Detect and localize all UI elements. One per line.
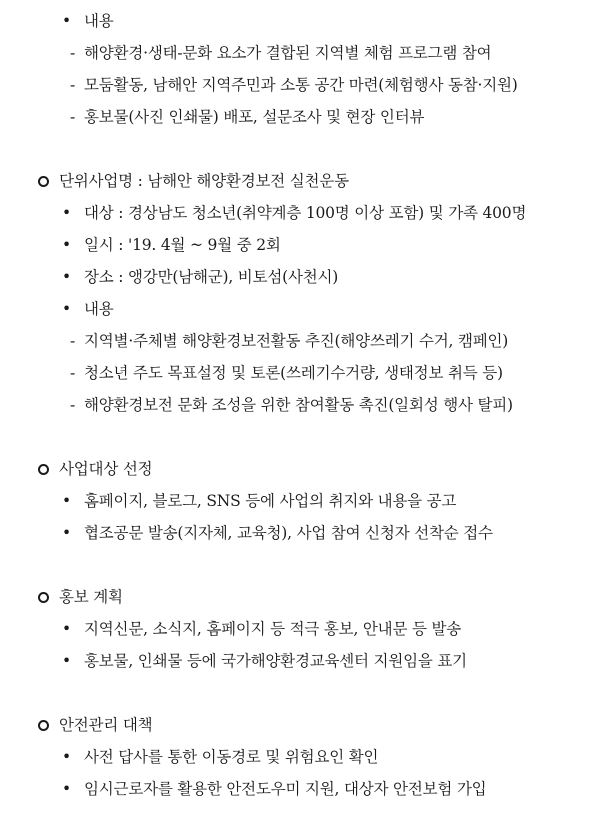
bullet-item: • 협조공문 발송(지자체, 교육청), 사업 참여 신청자 선착순 접수 xyxy=(62,523,493,543)
bullet-content-label: • 내용 xyxy=(62,11,114,31)
section-heading-promo xyxy=(38,587,123,607)
content-item: - 지역별·주체별 해양환경보전활동 추진(해양쓰레기 수거, 캠페인) xyxy=(70,331,508,351)
content-item: - 모둠활동, 남해안 지역주민과 소통 공간 마련(체험행사 동참·지원) xyxy=(70,75,518,95)
content-item: - 홍보물(사진 인쇄물) 배포, 설문조사 및 현장 인터뷰 xyxy=(70,107,424,127)
section-heading-safety xyxy=(38,715,152,735)
bullet-content-label: • 내용 xyxy=(62,299,114,319)
circle-bullet-icon xyxy=(38,464,49,475)
circle-bullet-icon xyxy=(38,592,49,603)
circle-bullet-icon xyxy=(38,176,49,187)
bullet-item: • 지역신문, 소식지, 홈페이지 등 적극 홍보, 안내문 등 발송 xyxy=(62,619,461,639)
section-heading-selection xyxy=(38,459,152,479)
bullet-place: • 장소 : 앵강만(남해군), 비토섬(사천시) xyxy=(62,267,338,287)
bullet-item: • 홈페이지, 블로그, SNS 등에 사업의 취지와 내용을 공고 xyxy=(62,491,456,511)
content-item: - 청소년 주도 목표설정 및 토론(쓰레기수거량, 생태정보 취득 등) xyxy=(70,363,503,383)
content-item: - 해양환경·생태-문화 요소가 결합된 지역별 체험 프로그램 참여 xyxy=(70,43,491,63)
bullet-item: • 홍보물, 인쇄물 등에 국가해양환경교육센터 지원임을 표기 xyxy=(62,651,467,671)
content-item: - 해양환경보전 문화 조성을 위한 참여활동 촉진(일회성 행사 탈피) xyxy=(70,395,513,415)
bullet-date: • 일시 : '19. 4월 ~ 9월 중 2회 xyxy=(62,235,281,255)
heading-text: 안전관리 대책 xyxy=(59,716,153,734)
heading-text: 단위사업명 : 남해안 해양환경보전 실천운동 xyxy=(59,172,349,190)
circle-bullet-icon xyxy=(38,720,49,731)
section-heading-unit xyxy=(38,171,349,191)
bullet-target: • 대상 : 경상남도 청소년(취약계층 100명 이상 포함) 및 가족 400명 xyxy=(62,203,526,223)
heading-text: 홍보 계획 xyxy=(59,588,123,606)
bullet-item: • 임시근로자를 활용한 안전도우미 지원, 대상자 안전보험 가입 xyxy=(62,779,486,799)
heading-text: 사업대상 선정 xyxy=(59,460,153,478)
bullet-item: • 사전 답사를 통한 이동경로 및 위험요인 확인 xyxy=(62,747,378,767)
